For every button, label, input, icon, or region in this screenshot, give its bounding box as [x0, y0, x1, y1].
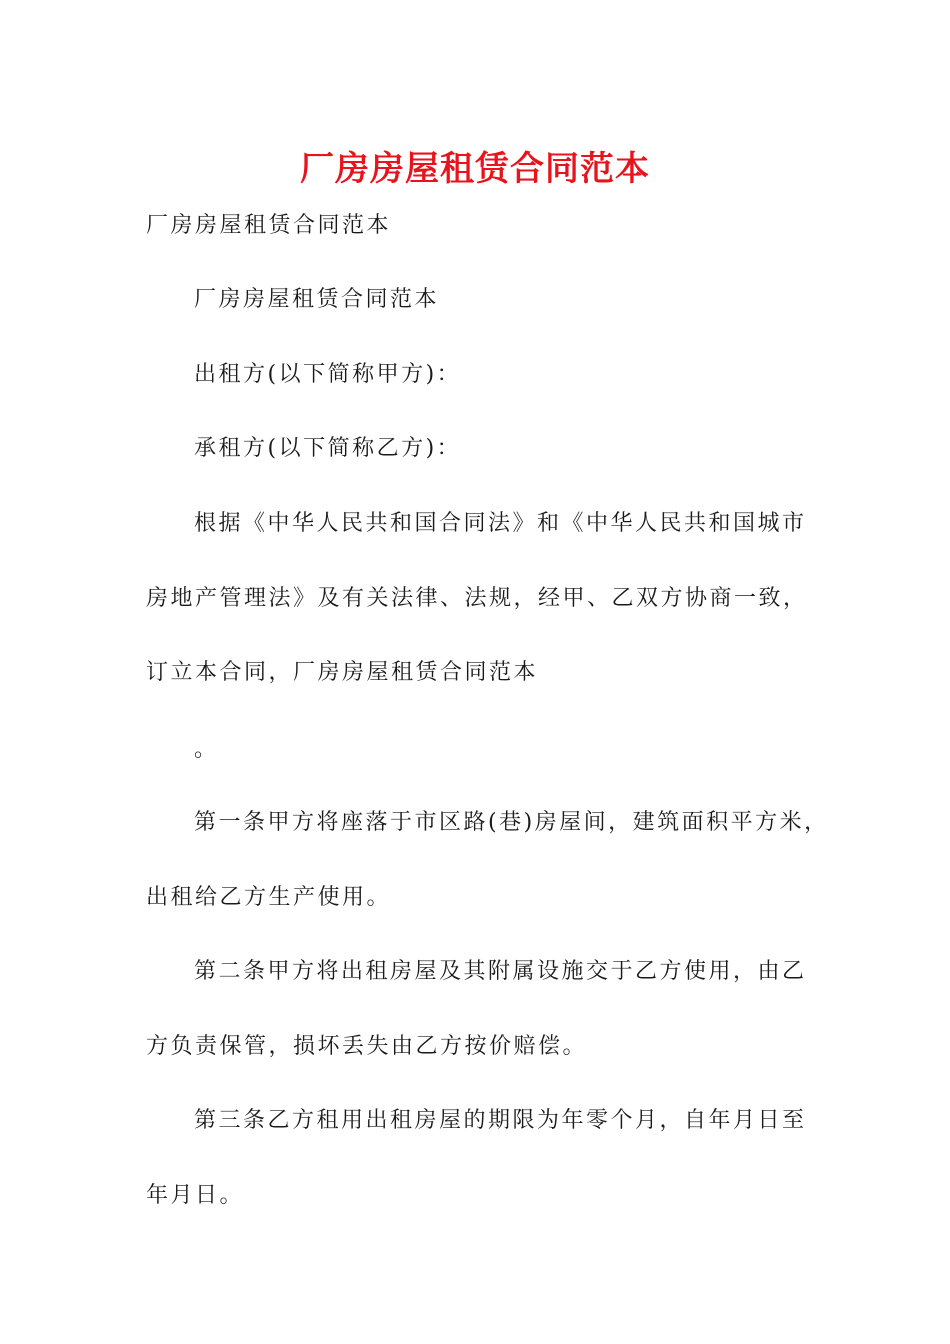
text-line: 方负责保管，损坏丢失由乙方按价赔偿。 — [146, 1034, 588, 1059]
text-line: 出租方(以下简称甲方)： — [194, 362, 462, 387]
text-line: 根据《中华人民共和国合同法》和《中华人民共和国城市 — [194, 511, 807, 536]
text-line: 年月日。 — [146, 1183, 245, 1208]
text-line: 出租给乙方生产使用。 — [146, 885, 392, 910]
text-line: 第三条乙方租用出租房屋的期限为年零个月，自年月日至 — [194, 1108, 807, 1133]
text-line: 厂房房屋租赁合同范本 — [194, 287, 440, 312]
text-line: 订立本合同，厂房房屋租赁合同范本 — [146, 660, 539, 685]
text-line: 承租方(以下简称乙方)： — [194, 436, 462, 461]
text-line: 。 — [194, 737, 219, 762]
document-title: 厂房房屋租赁合同范本 — [300, 149, 650, 189]
text-line: 厂房房屋租赁合同范本 — [146, 213, 392, 238]
text-line: 第二条甲方将出租房屋及其附属设施交于乙方使用，由乙 — [194, 959, 807, 984]
text-line: 房地产管理法》及有关法律、法规，经甲、乙双方协商一致， — [146, 586, 808, 611]
text-line: 第一条甲方将座落于市区路(巷)房屋间，建筑面积平方米， — [194, 810, 829, 835]
